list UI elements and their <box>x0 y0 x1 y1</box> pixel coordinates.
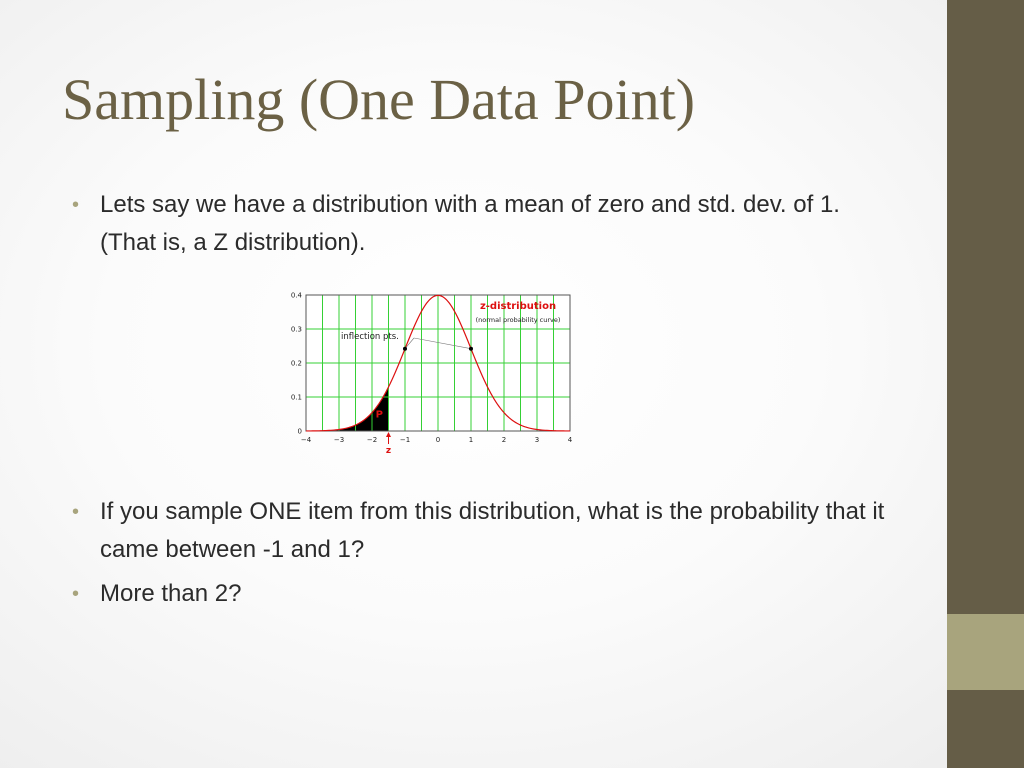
y-tick-label: 0.3 <box>290 325 302 334</box>
x-tick-label: 3 <box>534 436 540 444</box>
bullet-text: Lets say we have a distribution with a mean of zero and std. dev. of 1. (That is, a Z distribution). <box>100 191 840 256</box>
bullet-item <box>72 493 902 569</box>
z-distribution-chart <box>286 286 576 458</box>
y-tick-label: 0.1 <box>290 393 302 402</box>
x-tick-label: 2 <box>501 436 507 444</box>
bullet-text: More than 2? <box>100 580 242 607</box>
inflection-label: inflection pts. <box>341 332 399 342</box>
inflection-point-marker <box>403 347 407 351</box>
y-tick-label: 0.2 <box>290 359 302 368</box>
area-label: P <box>375 409 383 421</box>
inflection-point-marker <box>469 347 473 351</box>
bullet-dot-icon: • <box>72 583 80 605</box>
x-tick-label: 0 <box>435 436 441 444</box>
bullet-dot-icon: • <box>72 194 80 216</box>
x-tick-label: 1 <box>468 436 474 444</box>
chart-title: z-distribution <box>479 301 557 312</box>
z-arrow-head <box>386 432 391 437</box>
bullet-item <box>72 186 902 262</box>
bullet-dot-icon: • <box>72 501 80 523</box>
bullet-text: If you sample ONE item from this distribution, what is the probability that it came between -1 and 1? <box>100 498 885 563</box>
sidebar-accent-band <box>947 614 1024 690</box>
bullet-list-top <box>72 186 902 262</box>
chart-subtitle: (normal probability curve) <box>475 316 561 324</box>
x-tick-label: −3 <box>333 436 345 444</box>
x-tick-label: −4 <box>300 436 312 444</box>
x-tick-label: −1 <box>399 436 411 444</box>
chart-svg <box>286 286 576 458</box>
bullet-list-bottom <box>72 493 902 619</box>
x-tick-label: −2 <box>366 436 378 444</box>
z-label: z <box>385 446 392 456</box>
bullet-item <box>72 575 902 613</box>
y-tick-label: 0 <box>297 427 302 436</box>
y-tick-label: 0.4 <box>290 291 302 300</box>
x-tick-label: 4 <box>567 436 573 444</box>
slide-title: Sampling (One Data Point) <box>62 67 696 132</box>
